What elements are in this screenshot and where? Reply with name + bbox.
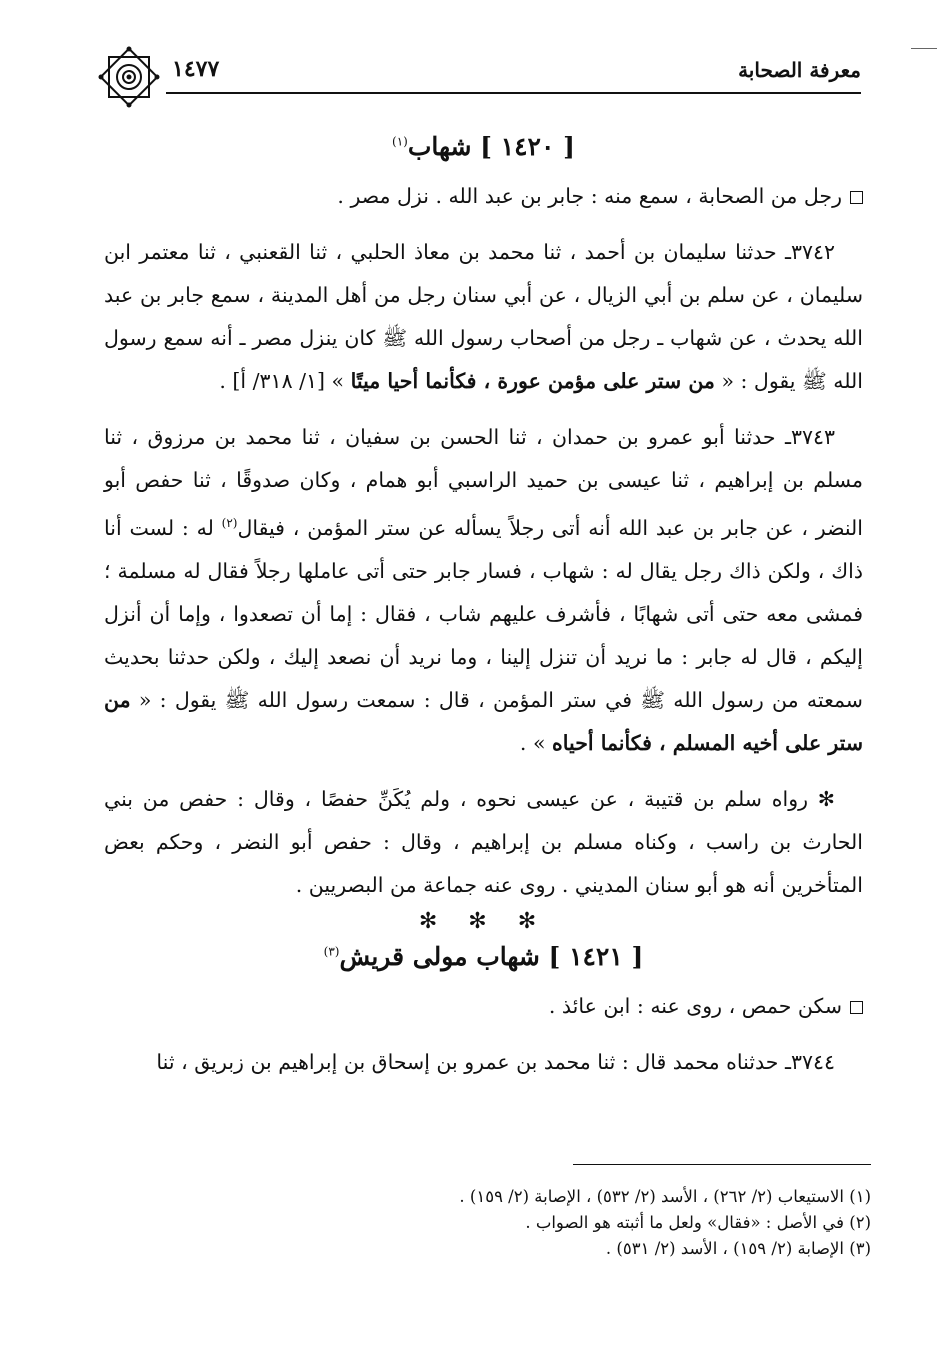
entry-title-text: [ ١٤٢١ ] شهاب مولى قريش	[339, 941, 644, 971]
footnotes	[120, 1184, 871, 1262]
hadith-end: » [١/ ٣١٨/ أ] .	[219, 369, 345, 393]
hadith-3742	[104, 231, 863, 403]
entry-intro	[104, 175, 863, 218]
entry-title-1420	[104, 132, 863, 161]
entry-intro-text: رجل من الصحابة ، سمع منه : جابر بن عبد الله . نزل مصر .	[337, 184, 842, 208]
book-title: معرفة الصحابة	[738, 58, 861, 82]
footnote-ref: (٣)	[323, 944, 340, 959]
entry-title-text: [ ١٤٢٠ ] شهاب	[407, 132, 575, 161]
hadith-text: من ستر على مؤمن عورة ، فكأنما أحيا ميتًا	[350, 369, 715, 393]
section-separator: ✻ ✻ ✻	[418, 908, 549, 934]
entry-intro-text: سكن حمص ، روى عنه : ابن عائذ .	[548, 993, 842, 1018]
hadith-3743	[104, 416, 863, 765]
isnad-text: ٣٧٤٢ـ حدثنا سليمان بن أحمد ، ثنا محمد بن معاذ الحلبي ، ثنا القعنبي ، ثنا معتمر ابن سليمان ، عن سلم بن أبي الزيال ، عن أبي سنان رجل من أهل المدينة ، سمع جابر بن عبد الله يحدث ، عن شهاب ـ رجل من أصحاب رسول الله ﷺ كان ينزل مصر ـ أنه سمع رسول الله ﷺ يقول : «	[104, 240, 863, 393]
hadith-3744: ٣٧٤٤ـ حدثناه محمد قال : ثنا محمد بن عمرو بن إسحاق بن إبراهيم بن زبريق ، ثنا	[156, 1049, 835, 1074]
square-bullet-icon	[850, 191, 863, 204]
footnote-ref: (٢)	[221, 516, 238, 530]
hadith-text: من ستر على أخيه المسلم ، فكأنما أحياه	[104, 687, 863, 755]
entry-title-1421	[104, 942, 863, 971]
narrative-text: له : لست أنا ذاك ، ولكن ذاك رجل يقال له : شهاب ، فسار جابر حتى أتى عاملها رجلاً فقال له مسلمة ؛ فمشى معه حتى أتى شهابًا ، فأشرف عليهم شاب ، فقال : إما أن تصعدوا ، وإما أن أنزل إليكم ، قال له جابر : ما نريد أن تنزل إلينا ، وما نريد أن نصعد إليك ، ولكن حدثنا بحديث سمعته من رسول الله ﷺ في ستر المؤمن ، قال : سمعت رسول الله ﷺ يقول : «	[104, 515, 863, 712]
footnote-3: (٣) الإصابة (٢/ ١٥٩) ، الأسد (٢/ ٥٣١) .	[605, 1239, 871, 1258]
margin-mark	[911, 48, 937, 49]
square-bullet-icon	[850, 1001, 863, 1014]
isnad-text: ٣٧٤٣ـ حدثنا أبو عمرو بن حمدان ، ثنا الحسن بن سفيان ، ثنا محمد بن مرزوق ، ثنا مسلم بن إبراهيم ، ثنا عيسى بن حميد الراسبي أبو همام ، وكان صدوقًا ، ثنا حفص أبو النضر ، عن جابر بن عبد الله أنه أتى رجلاً يسأله عن ستر المؤمن ، فيقال	[104, 425, 864, 540]
footnote-1: (١) الاستيعاب (٢/ ٢٦٢) ، الأسد (٢/ ٥٣٢) ، الإصابة (٢/ ١٥٩) .	[459, 1187, 871, 1206]
footnote-ref: (١)	[392, 134, 408, 149]
main-text	[104, 128, 863, 1084]
ornament-icon	[96, 44, 162, 110]
footnote-rule	[573, 1164, 871, 1165]
page-number: ١٤٧٧	[172, 56, 220, 82]
commentary-note: ✻ رواه سلم بن قتيبة ، عن عيسى نحوه ، ولم يُكَنِّ حفصًا ، وقال : حفص من بني الحارث بن راسب ، وكناه مسلم بن إبراهيم ، وقال : حفص أبو النضر ، وحكم بعض المتأخرين أنه هو أبو سنان المديني . روى عنه جماعة من البصريين .	[104, 786, 863, 897]
header-rule	[166, 92, 861, 94]
entry-intro	[104, 985, 863, 1028]
running-header	[96, 52, 861, 92]
hadith-end: » .	[519, 730, 546, 755]
footnote-2: (٢) في الأصل : «فقال» ولعل ما أثبته هو الصواب .	[525, 1213, 871, 1232]
